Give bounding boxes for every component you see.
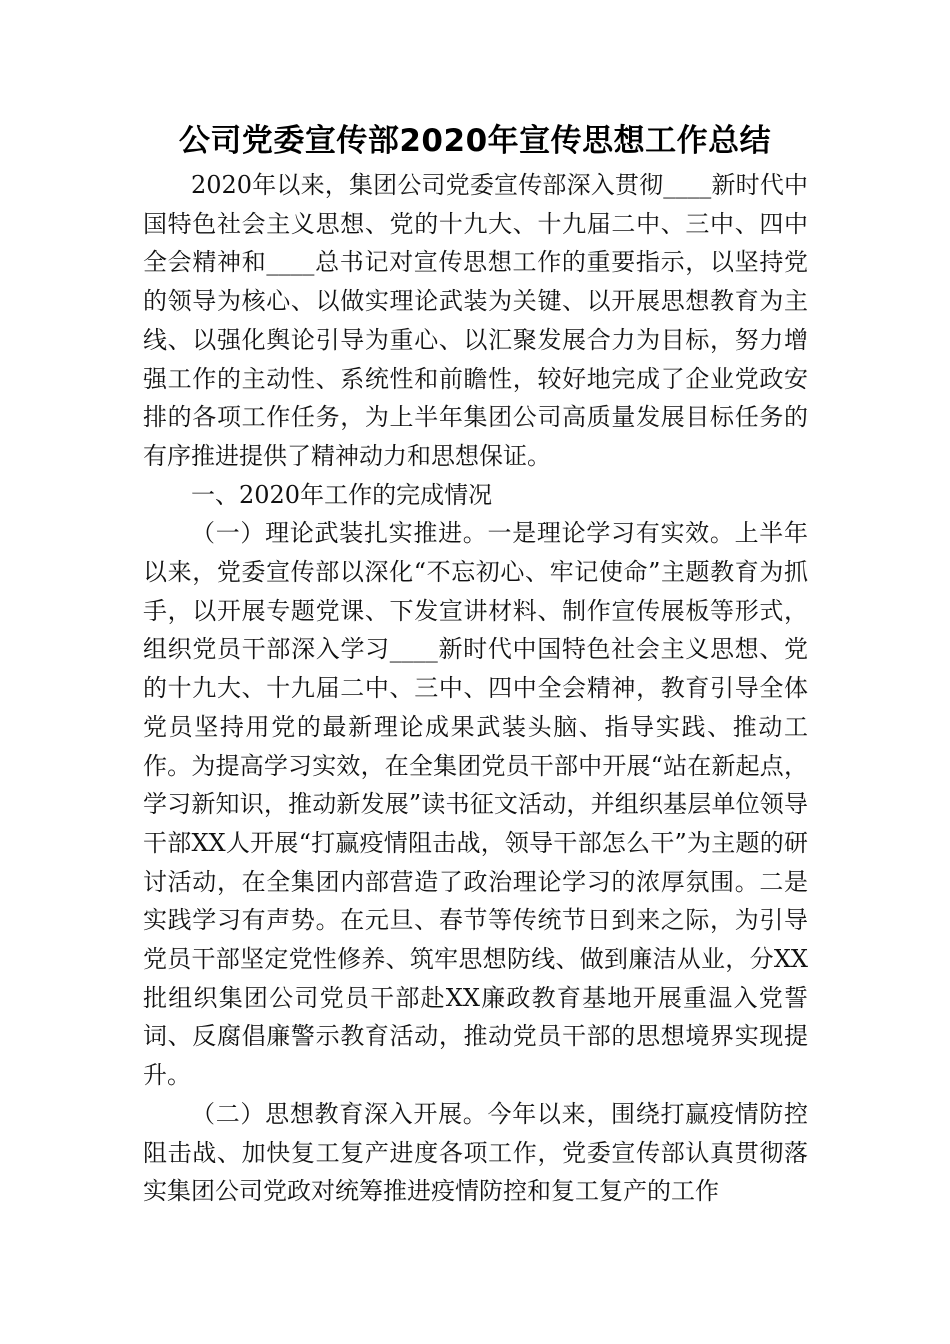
paragraph-theory: （一）理论武装扎实推进。一是理论学习有实效。上半年以来，党委宣传部以深化“不忘初心、牢记使命”主题教育为抓手，以开展专题党课、下发宣讲材料、制作宣传展板等形式，组织党员干部深入学习____新时代中国特色社会主义思想、党的十九大、十九届二中、三中、四中全会精神，教育引导全体党员坚持用党的最新理论成果武装头脑、指导实践、推动工作。为提高学习实效，在全集团党员干部中开展“站在新起点，学习新知识，推动新发展”读书征文活动，并组织基层单位领导干部XX人开展“打赢疫情阻击战，领导干部怎么干”为主题的研讨活动，在全集团内部营造了政治理论学习的浓厚氛围。二是实践学习有声势。在元旦、春节等传统节日到来之际，为引导党员干部坚定党性修养、筑牢思想防线、做到廉洁从业，分XX批组织集团公司党员干部赴XX廉政教育基地开展重温入党誓词、反腐倡廉警示教育活动，推动党员干部的思想境界实现提升。 [143,519,808,1090]
paragraph-education: （二）思想教育深入开展。今年以来，围绕打赢疫情防控阻击战、加快复工复产进度各项工作，党委宣传部认真贯彻落实集团公司党政对统筹推进疫情防控和复工复产的工作 [143,1099,808,1206]
document-body [143,166,808,1211]
document-title: 公司党委宣传部2020年宣传思想工作总结 [178,123,772,159]
paragraph-intro: 2020年以来，集团公司党委宣传部深入贯彻____新时代中国特色社会主义思想、党的十九大、十九届二中、三中、四中全会精神和____总书记对宣传思想工作的重要指示，以坚持党的领导为核心、以做实理论武装为关键、以开展思想教育为主线、以强化舆论引导为重心、以汇聚发展合力为目标，努力增强工作的主动性、系统性和前瞻性，较好地完成了企业党政安排的各项工作任务，为上半年集团公司高质量发展目标任务的有序推进提供了精神动力和思想保证。 [143,171,808,470]
section-heading-1: 一、2020年工作的完成情况 [191,480,493,509]
